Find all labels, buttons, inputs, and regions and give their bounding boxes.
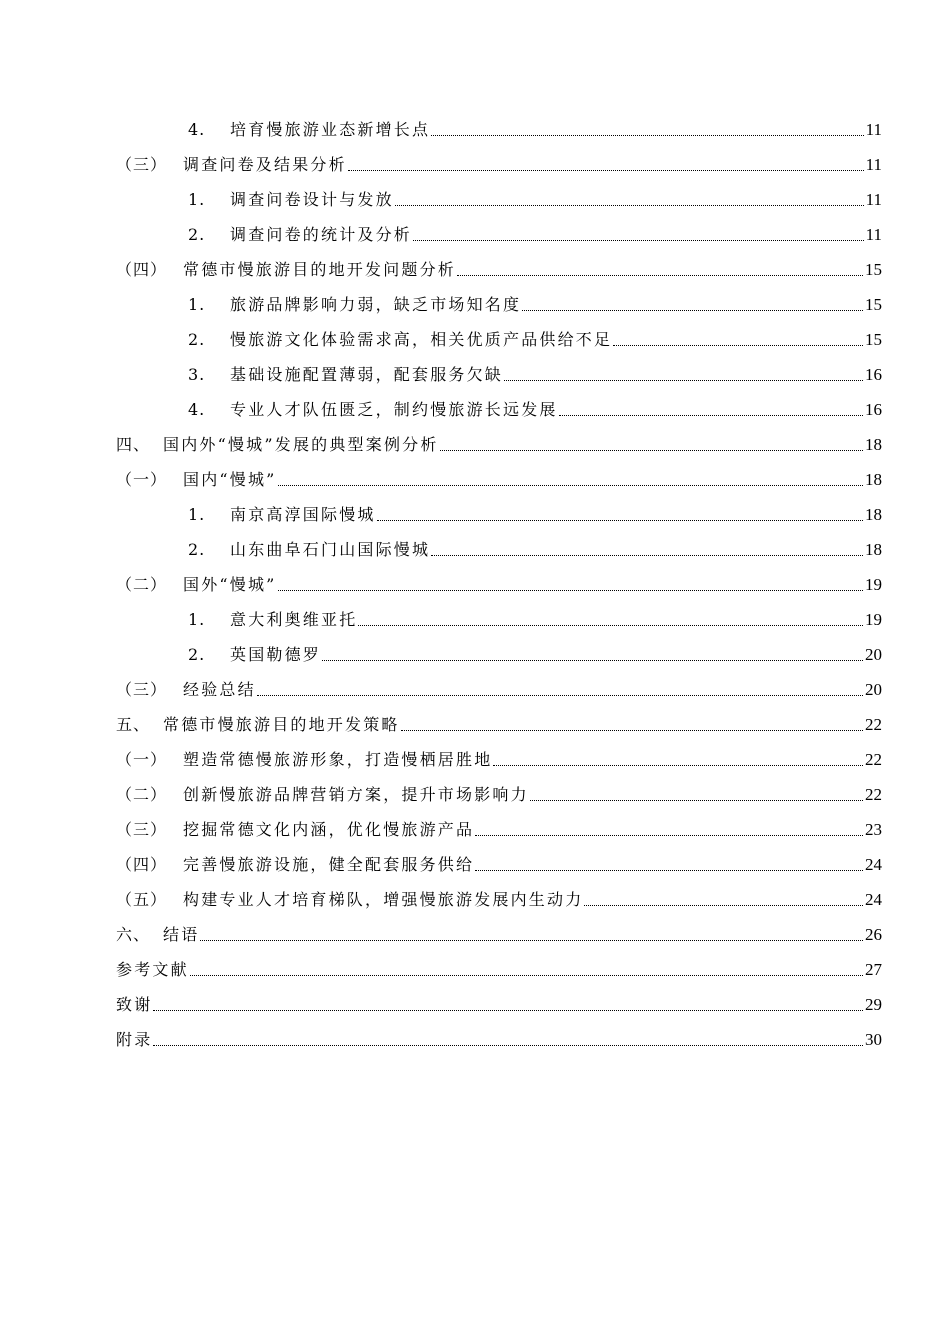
dot-leader bbox=[559, 414, 863, 416]
toc-entry-title: 基础设施配置薄弱，配套服务欠缺 bbox=[230, 365, 504, 384]
toc-entry-page-number: 15 bbox=[865, 260, 882, 279]
toc-entry[interactable] bbox=[0, 705, 950, 740]
toc-entry-page-number: 19 bbox=[865, 575, 882, 594]
toc-entry-page-number: 11 bbox=[865, 155, 882, 174]
toc-entry[interactable] bbox=[0, 390, 950, 425]
toc-entry[interactable] bbox=[0, 145, 950, 180]
dot-leader bbox=[475, 834, 863, 836]
toc-entry-title: 慢旅游文化体验需求高，相关优质产品供给不足 bbox=[230, 330, 613, 349]
toc-entry-title: 培育慢旅游业态新增长点 bbox=[230, 120, 431, 139]
toc-entry[interactable] bbox=[0, 670, 950, 705]
toc-entry-page-number: 27 bbox=[865, 960, 882, 979]
toc-entry-title: 调查问卷设计与发放 bbox=[230, 190, 394, 209]
toc-entry[interactable] bbox=[0, 775, 950, 810]
dot-leader bbox=[322, 659, 863, 661]
toc-entry-title: 致谢 bbox=[116, 995, 153, 1014]
toc-entry[interactable] bbox=[0, 495, 950, 530]
toc-entry-number: （三） bbox=[116, 820, 168, 839]
dot-leader bbox=[401, 729, 863, 731]
toc-entry-page-number: 11 bbox=[865, 225, 882, 244]
toc-entry-number: 1. bbox=[188, 610, 206, 629]
toc-entry[interactable] bbox=[0, 320, 950, 355]
dot-leader bbox=[200, 939, 863, 941]
toc-entry-number: （五） bbox=[116, 890, 168, 909]
toc-entry-title: 结语 bbox=[163, 925, 200, 944]
dot-leader bbox=[440, 449, 863, 451]
dot-leader bbox=[457, 274, 863, 276]
toc-entry[interactable] bbox=[0, 565, 950, 600]
toc-entry-number: 1. bbox=[188, 505, 206, 524]
toc-entry-title: 附录 bbox=[116, 1030, 153, 1049]
dot-leader bbox=[613, 344, 863, 346]
toc-entry[interactable] bbox=[0, 530, 950, 565]
toc-entry-title: 创新慢旅游品牌营销方案，提升市场影响力 bbox=[183, 785, 529, 804]
toc-entry-page-number: 15 bbox=[865, 330, 882, 349]
toc-entry-number: （二） bbox=[116, 785, 168, 804]
toc-entry-page-number: 29 bbox=[865, 995, 882, 1014]
toc-entry-number: （二） bbox=[116, 575, 168, 594]
toc-entry-title: 调查问卷及结果分析 bbox=[183, 155, 347, 174]
toc-entry-page-number: 20 bbox=[865, 680, 882, 699]
toc-entry-page-number: 11 bbox=[865, 120, 882, 139]
toc-entry-page-number: 18 bbox=[865, 435, 882, 454]
toc-entry-title: 塑造常德慢旅游形象，打造慢栖居胜地 bbox=[183, 750, 493, 769]
toc-entry-page-number: 22 bbox=[865, 785, 882, 804]
toc-entry-page-number: 22 bbox=[865, 750, 882, 769]
toc-entry-title: 专业人才队伍匮乏，制约慢旅游长远发展 bbox=[230, 400, 558, 419]
toc-entry[interactable] bbox=[0, 845, 950, 880]
toc-entry[interactable] bbox=[0, 740, 950, 775]
dot-leader bbox=[278, 589, 863, 591]
toc-entry[interactable] bbox=[0, 285, 950, 320]
toc-entry-page-number: 24 bbox=[865, 890, 882, 909]
toc-entry-number: （四） bbox=[116, 855, 168, 874]
toc-entry-number: 2. bbox=[188, 540, 206, 559]
toc-entry[interactable] bbox=[0, 215, 950, 250]
toc-entry-page-number: 22 bbox=[865, 715, 882, 734]
toc-entry-number: 4. bbox=[188, 120, 206, 139]
dot-leader bbox=[153, 1044, 863, 1046]
toc-entry-title: 经验总结 bbox=[183, 680, 256, 699]
toc-entry-number: （三） bbox=[116, 155, 168, 174]
toc-entry[interactable] bbox=[0, 635, 950, 670]
dot-leader bbox=[522, 309, 863, 311]
dot-leader bbox=[413, 239, 864, 241]
toc-entry-page-number: 16 bbox=[865, 365, 882, 384]
toc-entry-title: 英国勒德罗 bbox=[230, 645, 322, 664]
toc-entry-page-number: 18 bbox=[865, 505, 882, 524]
toc-entry-number: 四、 bbox=[116, 435, 151, 454]
dot-leader bbox=[358, 624, 863, 626]
toc-entry[interactable] bbox=[0, 600, 950, 635]
toc-entry[interactable] bbox=[0, 880, 950, 915]
toc-entry-page-number: 18 bbox=[865, 470, 882, 489]
dot-leader bbox=[475, 869, 863, 871]
toc-entry[interactable] bbox=[0, 110, 950, 145]
toc-entry-number: 2. bbox=[188, 225, 206, 244]
toc-entry-title: 构建专业人才培育梯队，增强慢旅游发展内生动力 bbox=[183, 890, 584, 909]
toc-entry-number: 2. bbox=[188, 330, 206, 349]
toc-entry-number: 1. bbox=[188, 190, 206, 209]
dot-leader bbox=[530, 799, 863, 801]
dot-leader bbox=[377, 519, 863, 521]
toc-entry[interactable] bbox=[0, 460, 950, 495]
toc-entry-number: （一） bbox=[116, 470, 168, 489]
toc-entry-page-number: 11 bbox=[865, 190, 882, 209]
toc-entry-page-number: 26 bbox=[865, 925, 882, 944]
toc-entry-title: 国内外“慢城”发展的典型案例分析 bbox=[163, 435, 439, 454]
dot-leader bbox=[190, 974, 863, 976]
dot-leader bbox=[278, 484, 863, 486]
toc-entry-page-number: 30 bbox=[865, 1030, 882, 1049]
toc-entry-number: （四） bbox=[116, 260, 168, 279]
toc-entry[interactable] bbox=[0, 425, 950, 460]
toc-entry-number: 五、 bbox=[116, 715, 151, 734]
toc-entry-number: （一） bbox=[116, 750, 168, 769]
toc-entry-title: 挖掘常德文化内涵，优化慢旅游产品 bbox=[183, 820, 475, 839]
toc-entry-number: 六、 bbox=[116, 925, 151, 944]
dot-leader bbox=[431, 134, 863, 136]
toc-entry[interactable] bbox=[0, 1020, 950, 1055]
toc-entry-page-number: 24 bbox=[865, 855, 882, 874]
toc-entry[interactable] bbox=[0, 915, 950, 950]
dot-leader bbox=[153, 1009, 863, 1011]
toc-entry[interactable] bbox=[0, 180, 950, 215]
dot-leader bbox=[504, 379, 863, 381]
toc-entry-page-number: 18 bbox=[865, 540, 882, 559]
toc-entry-title: 山东曲阜石门山国际慢城 bbox=[230, 540, 431, 559]
toc-entry-page-number: 15 bbox=[865, 295, 882, 314]
toc-entry-title: 完善慢旅游设施，健全配套服务供给 bbox=[183, 855, 475, 874]
toc-entry-page-number: 23 bbox=[865, 820, 882, 839]
toc-entry-title: 常德市慢旅游目的地开发策略 bbox=[163, 715, 400, 734]
dot-leader bbox=[348, 169, 864, 171]
toc-entry-title: 旅游品牌影响力弱，缺乏市场知名度 bbox=[230, 295, 522, 314]
toc-entry-title: 意大利奥维亚托 bbox=[230, 610, 358, 629]
dot-leader bbox=[584, 904, 863, 906]
dot-leader bbox=[257, 694, 863, 696]
toc-entry-number: 4. bbox=[188, 400, 206, 419]
toc-entry-title: 南京高淳国际慢城 bbox=[230, 505, 376, 524]
toc-entry[interactable] bbox=[0, 810, 950, 845]
toc-entry-number: 3. bbox=[188, 365, 206, 384]
dot-leader bbox=[395, 204, 864, 206]
toc-entry-title: 国内“慢城” bbox=[183, 470, 277, 489]
toc-entry[interactable] bbox=[0, 985, 950, 1020]
toc-entry-title: 调查问卷的统计及分析 bbox=[230, 225, 413, 244]
toc-entry-title: 常德市慢旅游目的地开发问题分析 bbox=[183, 260, 457, 279]
table-of-contents bbox=[0, 110, 950, 1055]
toc-entry-title: 国外“慢城” bbox=[183, 575, 277, 594]
dot-leader bbox=[493, 764, 863, 766]
toc-entry-title: 参考文献 bbox=[116, 960, 189, 979]
toc-entry-number: （三） bbox=[116, 680, 168, 699]
toc-entry-page-number: 20 bbox=[865, 645, 882, 664]
toc-entry[interactable] bbox=[0, 950, 950, 985]
toc-entry-page-number: 16 bbox=[865, 400, 882, 419]
toc-entry-page-number: 19 bbox=[865, 610, 882, 629]
toc-entry-number: 2. bbox=[188, 645, 206, 664]
dot-leader bbox=[431, 554, 863, 556]
toc-entry[interactable] bbox=[0, 250, 950, 285]
toc-entry[interactable] bbox=[0, 355, 950, 390]
toc-entry-number: 1. bbox=[188, 295, 206, 314]
